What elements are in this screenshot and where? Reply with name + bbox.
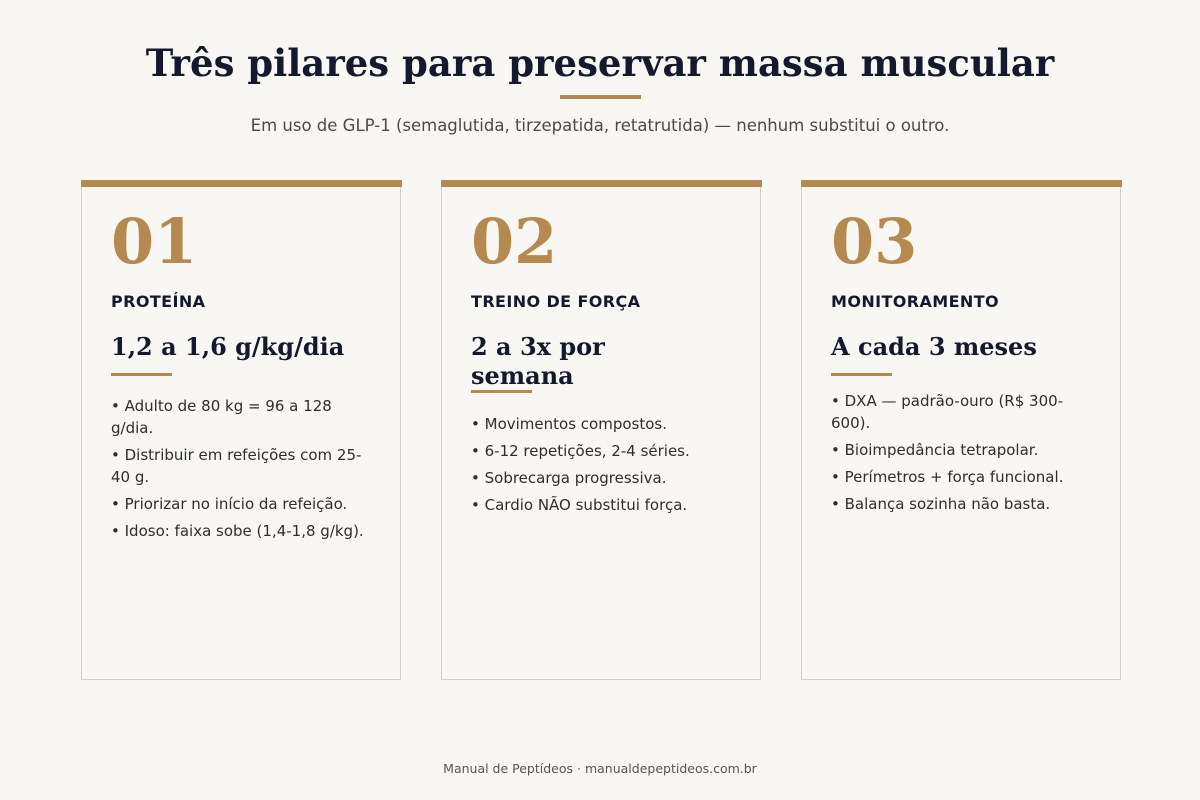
page-title: Três pilares para preservar massa muscular <box>145 41 1055 85</box>
card-bullet-list <box>831 390 1096 515</box>
bullet-item: • Priorizar no início da refeição. <box>111 493 376 515</box>
pillar-card-protein <box>81 180 401 680</box>
card-bullet-list <box>471 413 736 516</box>
card-headline: A cada 3 meses <box>831 332 1037 361</box>
card-headline-rule <box>111 373 172 376</box>
bullet-item: • Perímetros + força funcional. <box>831 466 1096 488</box>
card-label: TREINO DE FORÇA <box>471 292 641 311</box>
title-accent-rule <box>560 95 641 99</box>
pillar-card-monitoring <box>801 180 1121 680</box>
card-accent-bar <box>801 180 1122 187</box>
bullet-item: • Distribuir em refeições com 25-40 g. <box>111 444 376 488</box>
bullet-item: • 6-12 repetições, 2-4 séries. <box>471 440 736 462</box>
bullet-item: • Balança sozinha não basta. <box>831 493 1096 515</box>
card-headline: 2 a 3x por semana <box>471 332 605 390</box>
card-label: MONITORAMENTO <box>831 292 1000 311</box>
card-accent-bar <box>81 180 402 187</box>
card-label: PROTEÍNA <box>111 292 206 311</box>
card-bullet-list <box>111 395 376 542</box>
bullet-item: • Cardio NÃO substitui força. <box>471 494 736 516</box>
card-headline-rule <box>831 373 892 376</box>
card-headline: 1,2 a 1,6 g/kg/dia <box>111 332 345 361</box>
pillar-card-strength-training <box>441 180 761 680</box>
card-number: 01 <box>111 205 198 278</box>
bullet-item: • Sobrecarga progressiva. <box>471 467 736 489</box>
card-headline-rule <box>471 390 532 393</box>
bullet-item: • Movimentos compostos. <box>471 413 736 435</box>
bullet-item: • DXA — padrão-ouro (R$ 300-600). <box>831 390 1096 434</box>
footer-credit: Manual de Peptídeos · manualdepeptideos.com.br <box>443 761 757 776</box>
bullet-item: • Adulto de 80 kg = 96 a 128 g/dia. <box>111 395 376 439</box>
card-number: 02 <box>471 205 558 278</box>
bullet-item: • Idoso: faixa sobe (1,4-1,8 g/kg). <box>111 520 376 542</box>
page-subtitle: Em uso de GLP-1 (semaglutida, tirzepatida, retatrutida) — nenhum substitui o outro. <box>250 116 950 135</box>
bullet-item: • Bioimpedância tetrapolar. <box>831 439 1096 461</box>
card-accent-bar <box>441 180 762 187</box>
card-number: 03 <box>831 205 918 278</box>
